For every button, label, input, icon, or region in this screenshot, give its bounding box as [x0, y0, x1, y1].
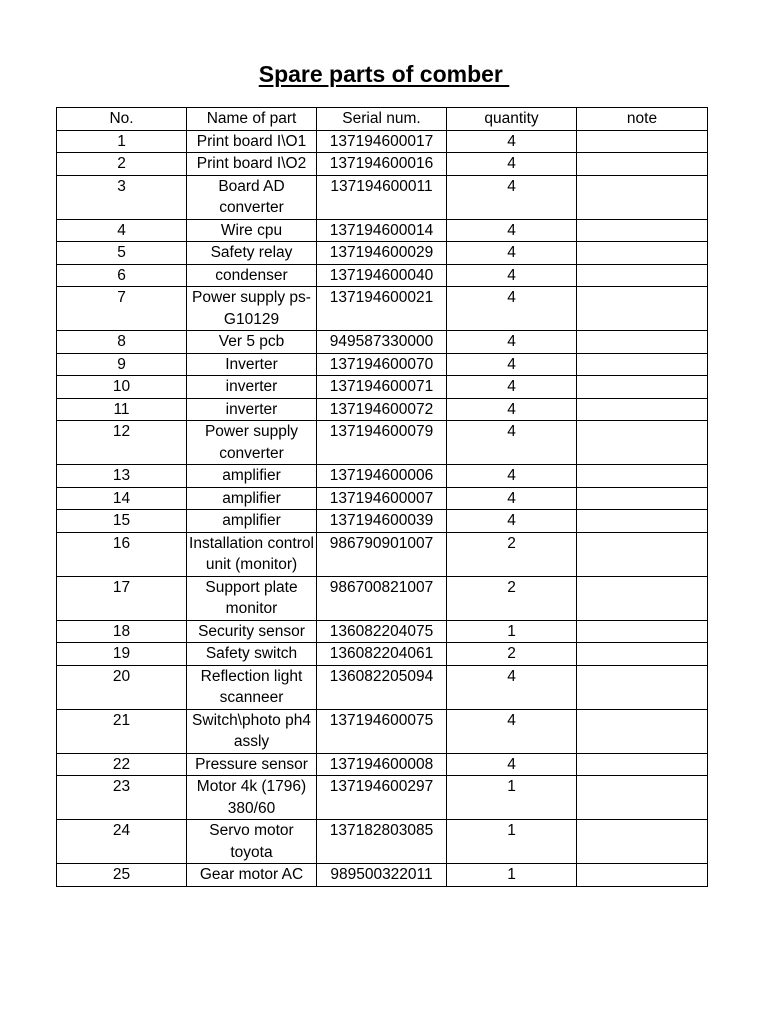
cell-name-of-part: Security sensor — [187, 620, 317, 643]
cell-serial-num: 137194600070 — [317, 353, 447, 376]
cell-no: 21 — [57, 709, 187, 753]
cell-name-of-part: Servo motor toyota — [187, 820, 317, 864]
cell-name-of-part: Pressure sensor — [187, 753, 317, 776]
cell-no: 24 — [57, 820, 187, 864]
cell-name-of-part: inverter — [187, 376, 317, 399]
cell-note — [577, 576, 708, 620]
cell-quantity: 4 — [447, 130, 577, 153]
cell-serial-num: 137194600071 — [317, 376, 447, 399]
table-row — [57, 487, 708, 510]
cell-name-of-part: Print board I\O2 — [187, 153, 317, 176]
page-title: Spare parts of comber — [258, 61, 510, 87]
table-row — [57, 510, 708, 533]
cell-quantity: 4 — [447, 331, 577, 354]
cell-no: 12 — [57, 421, 187, 465]
cell-quantity: 4 — [447, 510, 577, 533]
table-row — [57, 465, 708, 488]
cell-quantity: 4 — [447, 753, 577, 776]
header-quantity: quantity — [447, 108, 577, 131]
table-row — [57, 753, 708, 776]
cell-quantity: 4 — [447, 219, 577, 242]
cell-serial-num: 137182803085 — [317, 820, 447, 864]
cell-name-of-part: Gear motor AC — [187, 864, 317, 887]
cell-name-of-part: Motor 4k (1796) 380/60 — [187, 776, 317, 820]
cell-serial-num: 137194600021 — [317, 287, 447, 331]
header-name-of-part: Name of part — [187, 108, 317, 131]
cell-quantity: 1 — [447, 864, 577, 887]
table-row — [57, 576, 708, 620]
cell-name-of-part: Print board I\O1 — [187, 130, 317, 153]
cell-name-of-part: Power supply converter — [187, 421, 317, 465]
cell-note — [577, 353, 708, 376]
cell-no: 25 — [57, 864, 187, 887]
table-header-row — [57, 108, 708, 131]
table-row — [57, 242, 708, 265]
spare-parts-table — [56, 107, 708, 887]
cell-no: 17 — [57, 576, 187, 620]
cell-quantity: 4 — [447, 353, 577, 376]
cell-no: 1 — [57, 130, 187, 153]
cell-serial-num: 137194600007 — [317, 487, 447, 510]
header-serial-num: Serial num. — [317, 108, 447, 131]
cell-name-of-part: Support plate monitor — [187, 576, 317, 620]
cell-name-of-part: amplifier — [187, 510, 317, 533]
table-row — [57, 376, 708, 399]
cell-quantity: 4 — [447, 398, 577, 421]
table-row — [57, 820, 708, 864]
cell-quantity: 2 — [447, 643, 577, 666]
cell-serial-num: 136082204061 — [317, 643, 447, 666]
cell-serial-num: 137194600008 — [317, 753, 447, 776]
cell-quantity: 4 — [447, 487, 577, 510]
cell-serial-num: 136082205094 — [317, 665, 447, 709]
cell-serial-num: 137194600072 — [317, 398, 447, 421]
cell-serial-num: 989500322011 — [317, 864, 447, 887]
cell-note — [577, 153, 708, 176]
cell-note — [577, 242, 708, 265]
cell-name-of-part: Wire cpu — [187, 219, 317, 242]
cell-note — [577, 398, 708, 421]
cell-note — [577, 331, 708, 354]
cell-no: 18 — [57, 620, 187, 643]
cell-serial-num: 137194600011 — [317, 175, 447, 219]
cell-no: 15 — [57, 510, 187, 533]
table-row — [57, 709, 708, 753]
cell-note — [577, 219, 708, 242]
cell-note — [577, 510, 708, 533]
cell-serial-num: 137194600006 — [317, 465, 447, 488]
cell-name-of-part: Safety switch — [187, 643, 317, 666]
table-row — [57, 665, 708, 709]
table-body — [57, 130, 708, 886]
cell-no: 4 — [57, 219, 187, 242]
cell-note — [577, 287, 708, 331]
cell-no: 11 — [57, 398, 187, 421]
table-row — [57, 219, 708, 242]
cell-quantity: 4 — [447, 709, 577, 753]
table-row — [57, 175, 708, 219]
table-row — [57, 264, 708, 287]
table-row — [57, 331, 708, 354]
cell-no: 14 — [57, 487, 187, 510]
cell-quantity: 4 — [447, 153, 577, 176]
cell-note — [577, 620, 708, 643]
cell-no: 5 — [57, 242, 187, 265]
cell-quantity: 4 — [447, 287, 577, 331]
cell-no: 13 — [57, 465, 187, 488]
cell-quantity: 4 — [447, 421, 577, 465]
table-row — [57, 130, 708, 153]
cell-name-of-part: condenser — [187, 264, 317, 287]
cell-no: 7 — [57, 287, 187, 331]
table-row — [57, 287, 708, 331]
cell-quantity: 2 — [447, 576, 577, 620]
table-row — [57, 353, 708, 376]
cell-quantity: 4 — [447, 175, 577, 219]
table-row — [57, 620, 708, 643]
cell-serial-num: 137194600075 — [317, 709, 447, 753]
cell-serial-num: 137194600029 — [317, 242, 447, 265]
cell-no: 6 — [57, 264, 187, 287]
cell-name-of-part: amplifier — [187, 465, 317, 488]
cell-quantity: 1 — [447, 820, 577, 864]
header-note: note — [577, 108, 708, 131]
cell-name-of-part: amplifier — [187, 487, 317, 510]
cell-note — [577, 421, 708, 465]
table-row — [57, 421, 708, 465]
cell-note — [577, 776, 708, 820]
cell-no: 9 — [57, 353, 187, 376]
cell-quantity: 1 — [447, 776, 577, 820]
table-row — [57, 643, 708, 666]
cell-no: 23 — [57, 776, 187, 820]
cell-quantity: 2 — [447, 532, 577, 576]
cell-note — [577, 709, 708, 753]
cell-no: 10 — [57, 376, 187, 399]
cell-no: 8 — [57, 331, 187, 354]
cell-note — [577, 264, 708, 287]
cell-note — [577, 820, 708, 864]
cell-serial-num: 137194600297 — [317, 776, 447, 820]
cell-serial-num: 137194600017 — [317, 130, 447, 153]
cell-serial-num: 949587330000 — [317, 331, 447, 354]
cell-name-of-part: Ver 5 pcb — [187, 331, 317, 354]
cell-serial-num: 137194600040 — [317, 264, 447, 287]
cell-quantity: 4 — [447, 264, 577, 287]
cell-quantity: 4 — [447, 465, 577, 488]
cell-no: 19 — [57, 643, 187, 666]
cell-serial-num: 137194600014 — [317, 219, 447, 242]
cell-serial-num: 986790901007 — [317, 532, 447, 576]
cell-serial-num: 136082204075 — [317, 620, 447, 643]
header-no: No. — [57, 108, 187, 131]
cell-no: 22 — [57, 753, 187, 776]
cell-quantity: 1 — [447, 620, 577, 643]
cell-note — [577, 130, 708, 153]
cell-name-of-part: Power supply ps-G10129 — [187, 287, 317, 331]
cell-note — [577, 753, 708, 776]
cell-serial-num: 137194600079 — [317, 421, 447, 465]
cell-name-of-part: Installation control unit (monitor) — [187, 532, 317, 576]
cell-note — [577, 376, 708, 399]
cell-quantity: 4 — [447, 376, 577, 399]
cell-serial-num: 986700821007 — [317, 576, 447, 620]
cell-name-of-part: Board AD converter — [187, 175, 317, 219]
cell-note — [577, 864, 708, 887]
cell-quantity: 4 — [447, 242, 577, 265]
table-row — [57, 532, 708, 576]
cell-name-of-part: inverter — [187, 398, 317, 421]
cell-name-of-part: Reflection light scanneer — [187, 665, 317, 709]
cell-no: 20 — [57, 665, 187, 709]
table-row — [57, 153, 708, 176]
table-row — [57, 864, 708, 887]
cell-note — [577, 665, 708, 709]
table-row — [57, 776, 708, 820]
cell-serial-num: 137194600039 — [317, 510, 447, 533]
cell-note — [577, 532, 708, 576]
cell-name-of-part: Switch\photo ph4 assly — [187, 709, 317, 753]
cell-quantity: 4 — [447, 665, 577, 709]
cell-note — [577, 175, 708, 219]
table-row — [57, 398, 708, 421]
cell-note — [577, 643, 708, 666]
cell-name-of-part: Safety relay — [187, 242, 317, 265]
cell-note — [577, 465, 708, 488]
cell-no: 16 — [57, 532, 187, 576]
cell-no: 2 — [57, 153, 187, 176]
cell-serial-num: 137194600016 — [317, 153, 447, 176]
cell-name-of-part: Inverter — [187, 353, 317, 376]
cell-no: 3 — [57, 175, 187, 219]
cell-note — [577, 487, 708, 510]
